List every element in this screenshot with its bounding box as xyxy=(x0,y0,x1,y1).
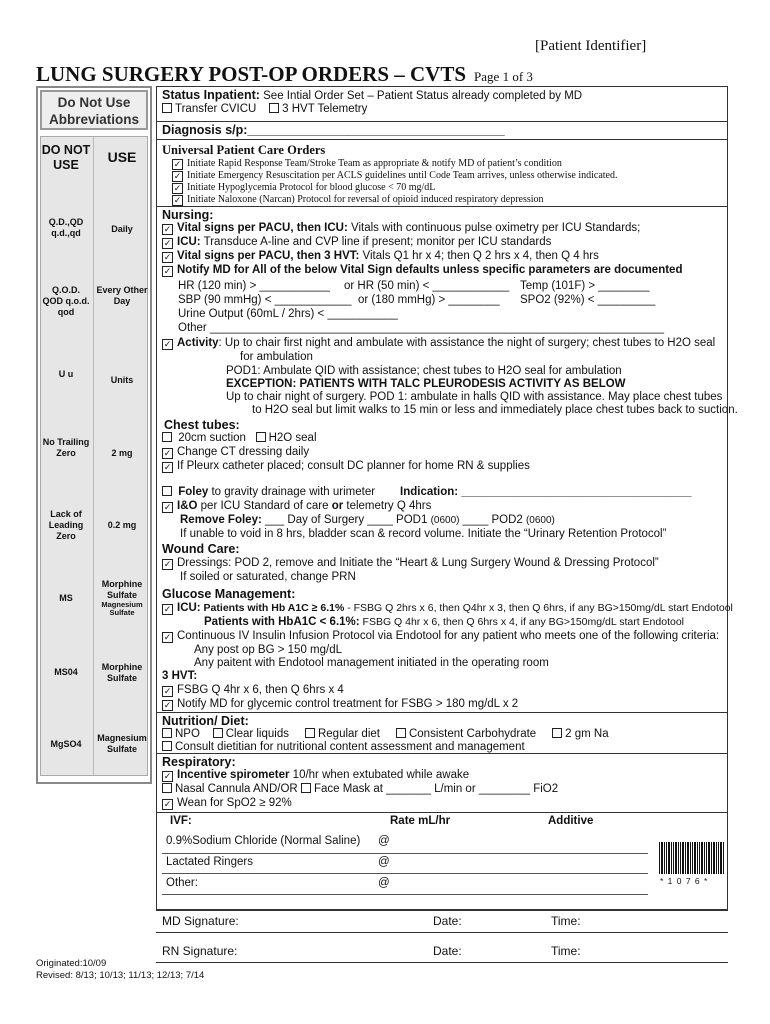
check-icon[interactable]: ✓ xyxy=(163,700,172,710)
nasal-cannula-checkbox[interactable] xyxy=(162,783,172,793)
respiratory-title: Respiratory: xyxy=(162,755,236,769)
activity-line: Up to chair night of surgery. POD 1: ambulate in halls QID with assistance. May place chest tubes xyxy=(226,391,723,403)
barcode-text: * 1 0 7 6 * xyxy=(660,876,709,886)
check-icon[interactable]: ✓ xyxy=(163,604,172,614)
title-text: LUNG SURGERY POST-OP ORDERS – CVTS xyxy=(36,62,467,86)
abbr-do: Lack of Leading Zero xyxy=(48,509,84,541)
nutrition-consult: Consult dietitian for nutritional content assessment and management xyxy=(162,741,525,753)
check-icon[interactable]: ✓ xyxy=(163,771,172,781)
rn-date-label: Date: xyxy=(433,944,462,958)
glucose-line: ✓ Notify MD for glycemic control treatment for FSBG > 180 mg/dL x 2 xyxy=(163,698,519,710)
hr-high[interactable]: HR (120 min) > ___________ xyxy=(178,280,330,292)
wound-line: ✓ Dressings: POD 2, remove and Initiate the “Heart & Lung Surgery Wound & Dressing Protocol” xyxy=(163,557,659,569)
abbr-do: MgSO4 xyxy=(50,739,82,749)
glucose-line: ✓ FSBG Q 4hr x 6, then Q 6hrs x 4 xyxy=(163,684,344,696)
ivf-row-label: Other: xyxy=(166,877,198,889)
unable-void-line: If unable to void in 8 hrs, bladder scan & record volume. Initiate the “Urinary Retention Protocol” xyxy=(180,528,667,540)
ivf-at: @ xyxy=(378,835,390,847)
glucose-line: Any post op BG > 150 mg/dL xyxy=(194,644,342,656)
abbr-do: Q.O.D. QOD q.o.d. qod xyxy=(42,285,90,317)
nursing-line: ✓ Vital signs per PACU, then 3 HVT: Vitals Q1 hr x 4; then Q 2 hrs x 4, then Q 4 hrs xyxy=(163,250,599,262)
check-icon[interactable]: ✓ xyxy=(173,183,182,193)
glucose-title: Glucose Management: xyxy=(162,587,296,601)
suction-checkbox[interactable] xyxy=(162,432,172,442)
abbr-use: Magnesium Sulfate xyxy=(101,600,143,617)
transfer-cvicu-checkbox[interactable] xyxy=(162,103,172,113)
glucose-line: ✓ Continuous IV Insulin Infusion Protocol via Endotool for any patient who meets one of the following criteria: xyxy=(163,630,720,642)
check-icon[interactable]: ✓ xyxy=(163,266,172,276)
check-icon[interactable]: ✓ xyxy=(163,799,172,809)
abbr-use: Morphine Sulfate xyxy=(101,662,143,683)
originated-date: Originated:10/09 xyxy=(36,958,107,969)
face-mask-checkbox[interactable] xyxy=(301,783,311,793)
check-icon[interactable]: ✓ xyxy=(173,171,182,181)
glucose-line: Any paitent with Endotool management initiated in the operating room xyxy=(194,657,549,669)
check-icon[interactable]: ✓ xyxy=(163,559,172,569)
clear-liquids-checkbox[interactable] xyxy=(213,728,223,738)
chest-tubes-title: Chest tubes: xyxy=(164,418,240,432)
check-icon[interactable]: ✓ xyxy=(163,632,172,642)
page-title xyxy=(36,62,533,87)
activity-exception: EXCEPTION: PATIENTS WITH TALC PLEURODESIS ACTIVITY AS BELOW xyxy=(226,378,626,390)
activity-line: POD1: Ambulate QID with assistance; chest tubes to H2O seal for ambulation xyxy=(226,365,622,377)
regular-diet-checkbox[interactable] xyxy=(305,728,315,738)
activity-line: to H2O seal but limit walks to 15 min or less and immediately place chest tubes back to suction. xyxy=(252,404,738,416)
sodium-checkbox[interactable] xyxy=(552,728,562,738)
check-icon[interactable]: ✓ xyxy=(173,159,182,169)
nursing-title: Nursing: xyxy=(162,208,214,222)
upco-item: ✓ Initiate Emergency Resuscitation per ACLS guidelines until Code Team arrives, unless otherwise indicated. xyxy=(173,170,618,181)
abbr-use: Daily xyxy=(111,224,133,234)
abbr-use: Magnesium Sulfate xyxy=(97,733,147,754)
status-row: Status Inpatient: See Intial Order Set – Patient Status already completed by MD xyxy=(162,88,583,102)
ivf-row-label: Lactated Ringers xyxy=(166,856,253,868)
diagnosis-field[interactable]: Diagnosis s/p:_____________________________________ xyxy=(162,123,505,137)
abbr-use: 0.2 mg xyxy=(107,520,137,530)
col-do-not-use: DO NOT USE xyxy=(41,143,91,172)
remove-foley-line[interactable]: Remove Foley: ___ Day of Surgery ____ POD1 (0600) ____ POD2 (0600) xyxy=(180,514,555,526)
foley-line: Foley to gravity drainage with urimeter xyxy=(162,486,375,498)
abbreviations-table xyxy=(40,136,148,776)
abbr-use: Morphine Sulfate xyxy=(101,579,143,600)
abbr-use: Every Other Day xyxy=(96,285,148,306)
abbr-do: U u xyxy=(58,369,74,379)
resp-line: Nasal Cannula AND/OR Face Mask at _______ L/min or ________ FiO2 xyxy=(162,783,558,795)
rn-time-label: Time: xyxy=(551,944,581,958)
resp-line: ✓ Incentive spirometer 10/hr when extubated while awake xyxy=(163,769,470,781)
upco-item: ✓ Initiate Naloxone (Narcan) Protocol for reversal of opioid induced respiratory depression xyxy=(173,194,544,205)
abbr-use: Units xyxy=(110,375,134,385)
check-icon[interactable]: ✓ xyxy=(173,195,182,205)
upco-item: ✓ Initiate Rapid Response Team/Stroke Team as appropriate & notify MD of patient’s condition xyxy=(173,158,562,169)
ivf-title: IVF: xyxy=(170,815,192,827)
upco-title: Universal Patient Care Orders xyxy=(162,143,326,157)
glucose-icu-line2: Patients with HbA1C < 6.1%: FSBG Q 4hr x 6, then Q 6hrs x 4, if any BG>150mg/dL start Endotool xyxy=(204,616,685,628)
nursing-line: ✓ Vital signs per PACU, then ICU: Vitals with continuous pulse oximetry per ICU Standards; xyxy=(163,222,641,234)
md-signature-label: MD Signature: xyxy=(162,914,239,928)
abbr-use: 2 mg xyxy=(111,448,133,458)
patient-identifier: [Patient Identifier] xyxy=(535,38,647,54)
indication-field[interactable]: Indication: ____________________________________ xyxy=(400,486,692,498)
chest-line: ✓ If Pleurx catheter placed; consult DC planner for home RN & supplies xyxy=(163,460,530,472)
glucose-icu-line: ✓ ICU: Patients with Hb A1C ≥ 6.1% - FSBG Q 2hrs x 6, then Q4hr x 3, then Q 6hrs, if any BG>150mg/dL start Endotool xyxy=(163,602,733,614)
ivf-at: @ xyxy=(378,856,390,868)
abbr-do: MS04 xyxy=(54,667,78,677)
check-icon[interactable]: ✓ xyxy=(163,238,172,248)
nursing-line: ✓ Notify MD for All of the below Vital Sign defaults unless specific parameters are documented xyxy=(163,264,683,276)
md-date-label: Date: xyxy=(433,914,462,928)
spo2-field[interactable]: SPO2 (92%) < _________ xyxy=(520,294,656,306)
io-line: ✓ I&O per ICU Standard of care or telemetry Q 4hrs xyxy=(163,500,432,512)
foley-checkbox[interactable] xyxy=(162,486,172,496)
check-icon[interactable]: ✓ xyxy=(163,462,172,472)
abbreviations-header: Do Not Use Abbreviations xyxy=(40,90,148,130)
ivf-row-label: 0.9%Sodium Chloride (Normal Saline) xyxy=(166,835,361,847)
nursing-line: ✓ ICU: Transduce A-line and CVP line if present; monitor per ICU standards xyxy=(163,236,552,248)
other-field[interactable]: Other _______________________________________________________________________ xyxy=(178,322,665,334)
chest-options: 20cm suction H2O seal xyxy=(162,432,317,444)
chest-line: ✓ Change CT dressing daily xyxy=(163,446,310,458)
wound-line: If soiled or saturated, change PRN xyxy=(180,571,356,583)
check-icon[interactable]: ✓ xyxy=(163,252,172,262)
check-icon[interactable]: ✓ xyxy=(163,339,172,349)
check-icon[interactable]: ✓ xyxy=(163,224,172,234)
rn-signature-label: RN Signature: xyxy=(162,944,238,958)
activity-line: for ambulation xyxy=(240,351,313,363)
abbr-do: No Trailing Zero xyxy=(42,437,90,458)
check-icon[interactable]: ✓ xyxy=(163,502,172,512)
abbr-do: MS xyxy=(59,593,73,603)
wound-care-title: Wound Care: xyxy=(162,542,240,556)
abbr-do: Q.D.,QD q.d.,qd xyxy=(48,217,84,238)
md-time-label: Time: xyxy=(551,914,581,928)
resp-line: ✓ Wean for SpO2 ≥ 92% xyxy=(163,797,292,809)
hvt-telemetry-checkbox[interactable] xyxy=(269,103,279,113)
check-icon[interactable]: ✓ xyxy=(163,686,172,696)
consult-checkbox[interactable] xyxy=(162,741,172,751)
temp-field[interactable]: Temp (101F) > ________ xyxy=(520,280,650,292)
sbp-low[interactable]: SBP (90 mmHg) < ____________ xyxy=(178,294,352,306)
ivf-additive-header: Additive xyxy=(548,815,594,827)
ivf-rate-header: Rate mL/hr xyxy=(390,815,451,827)
npo-checkbox[interactable] xyxy=(162,728,172,738)
page-number: Page 1 of 3 xyxy=(474,69,533,84)
revised-dates: Revised: 8/13; 10/13; 11/13; 12/13; 7/14 xyxy=(36,970,205,981)
status-options: Transfer CVICU 3 HVT Telemetry xyxy=(162,103,367,115)
nutrition-title: Nutrition/ Diet: xyxy=(162,714,249,728)
sbp-high[interactable]: or (180 mmHg) > ________ xyxy=(358,294,500,306)
nutrition-options: NPO Clear liquids Regular diet Consistent Carbohydrate 2 gm Na xyxy=(162,728,609,740)
check-icon[interactable]: ✓ xyxy=(163,448,172,458)
ivf-at: @ xyxy=(378,877,390,889)
upco-item: ✓ Initiate Hypoglycemia Protocol for blood glucose < 70 mg/dL xyxy=(173,182,436,193)
col-use: USE xyxy=(107,149,137,165)
carb-checkbox[interactable] xyxy=(396,728,406,738)
urine-field[interactable]: Urine Output (60mL / 2hrs) < ___________ xyxy=(178,308,398,320)
glucose-hvt: 3 HVT: xyxy=(162,670,198,682)
hr-low[interactable]: or HR (50 min) < ____________ xyxy=(344,280,510,292)
h2o-seal-checkbox[interactable] xyxy=(256,432,266,442)
activity-line: ✓ Activity: Up to chair first night and ambulate with assistance the night of surgery; chest tubes to H2O seal xyxy=(163,337,716,349)
